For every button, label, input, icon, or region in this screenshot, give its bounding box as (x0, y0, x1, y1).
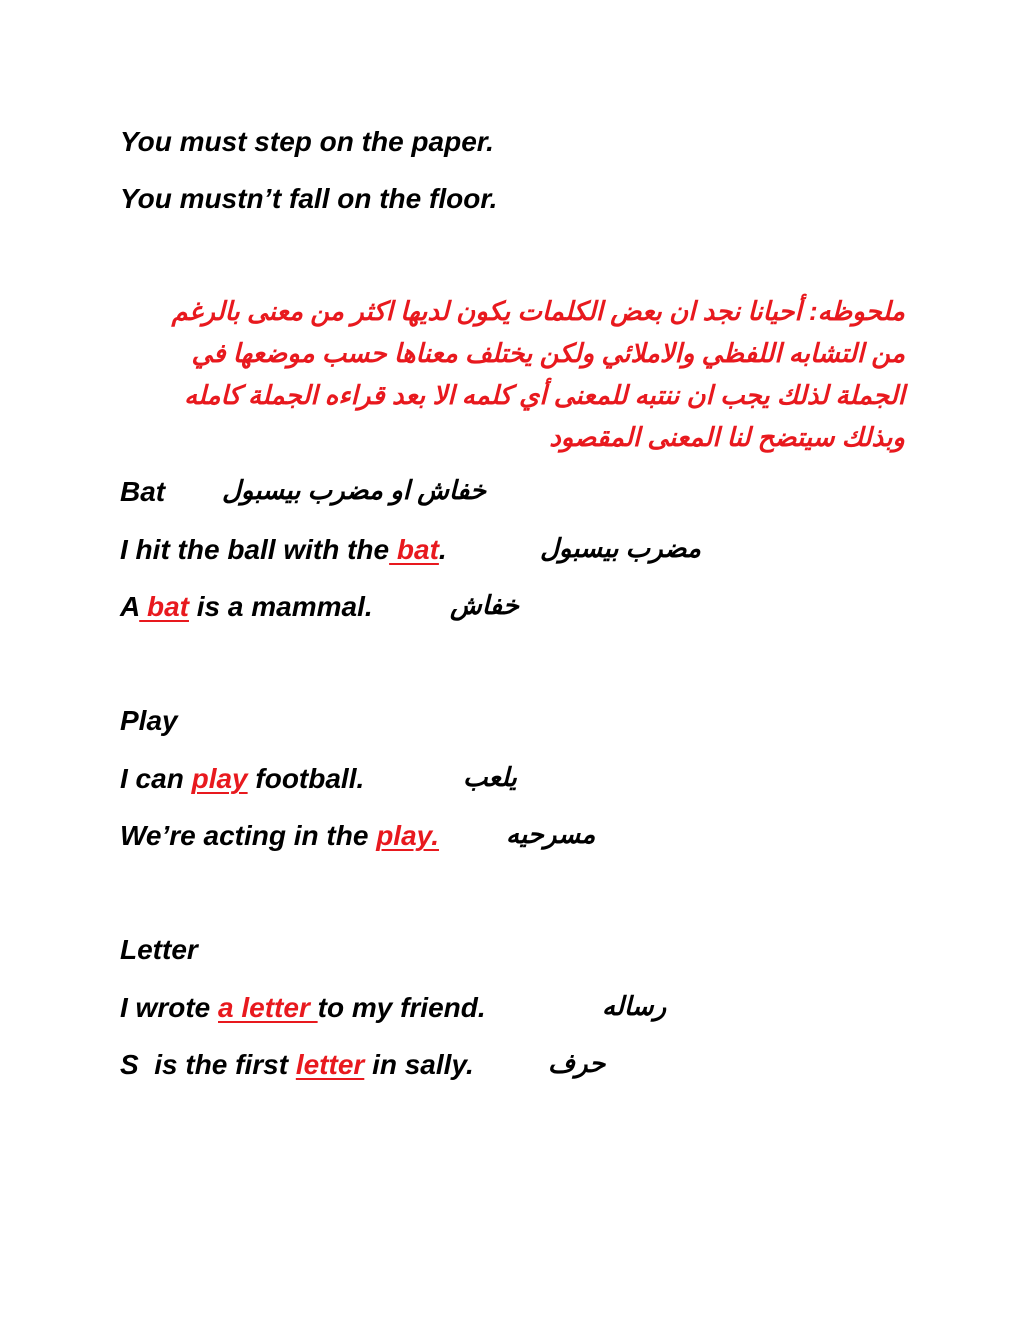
play-example-1-before: I can (120, 763, 192, 794)
note-line-4: وبذلك سيتضح لنا المعنى المقصود (549, 422, 905, 452)
intro-sentence-1: You must step on the paper. (120, 126, 494, 157)
play-example-1-after: football. (247, 763, 365, 794)
bat-example-2 (120, 589, 373, 625)
letter-example-2 (120, 1047, 474, 1083)
arabic-note (130, 290, 905, 458)
word-play: Play (120, 705, 178, 736)
play-example-2-before: We’re acting in the (120, 820, 377, 851)
bat-example-1-after: . (438, 534, 447, 565)
play-example-2-highlight: play. (376, 820, 439, 851)
bat-meanings: خفاش او مضرب بيسبول (222, 475, 487, 505)
word-bat: Bat (120, 476, 166, 507)
bat-example-1-before: I hit the ball with the (120, 534, 390, 565)
bat-example-1 (120, 532, 447, 568)
intro-sentence-2: You mustn’t fall on the floor. (120, 183, 498, 214)
letter-example-2-before: S is the first (120, 1049, 296, 1080)
play-example-2 (120, 818, 439, 854)
letter-example-2-highlight: letter (295, 1049, 365, 1080)
note-line-3: الجملة لذلك يجب ان ننتبه للمعنى أي كلمه الا بعد قراءه الجملة كامله (184, 380, 905, 410)
play-example-2-meaning: مسرحيه (506, 819, 596, 849)
letter-example-1-meaning: رساله (602, 991, 667, 1021)
word-letter: Letter (120, 934, 198, 965)
play-example-1-meaning: يلعب (463, 762, 517, 792)
letter-example-1-before: I wrote (120, 992, 219, 1023)
letter-example-2-meaning: حرف (548, 1048, 606, 1078)
bat-example-2-meaning: خفاش (450, 590, 519, 620)
note-line-2: من التشابه اللفظي والاملائي ولكن يختلف معناها حسب موضعها في (191, 338, 905, 368)
bat-example-1-meaning: مضرب بيسبول (540, 533, 701, 563)
letter-example-1-after: to my friend. (317, 992, 486, 1023)
letter-example-1-highlight: a letter (218, 992, 318, 1023)
bat-example-1-highlight: bat (389, 534, 439, 565)
bat-example-2-after: is a mammal. (188, 591, 373, 622)
bat-example-2-highlight: bat (139, 591, 189, 622)
play-example-1-highlight: play (191, 763, 248, 794)
note-line-1: ملحوظه: أحيانا نجد ان بعض الكلمات يكون لديها اكثر من معنى بالرغم (171, 296, 905, 326)
letter-example-1 (120, 990, 486, 1026)
play-example-1 (120, 761, 364, 797)
bat-example-2-before: A (120, 591, 140, 622)
letter-example-2-after: in sally. (364, 1049, 474, 1080)
